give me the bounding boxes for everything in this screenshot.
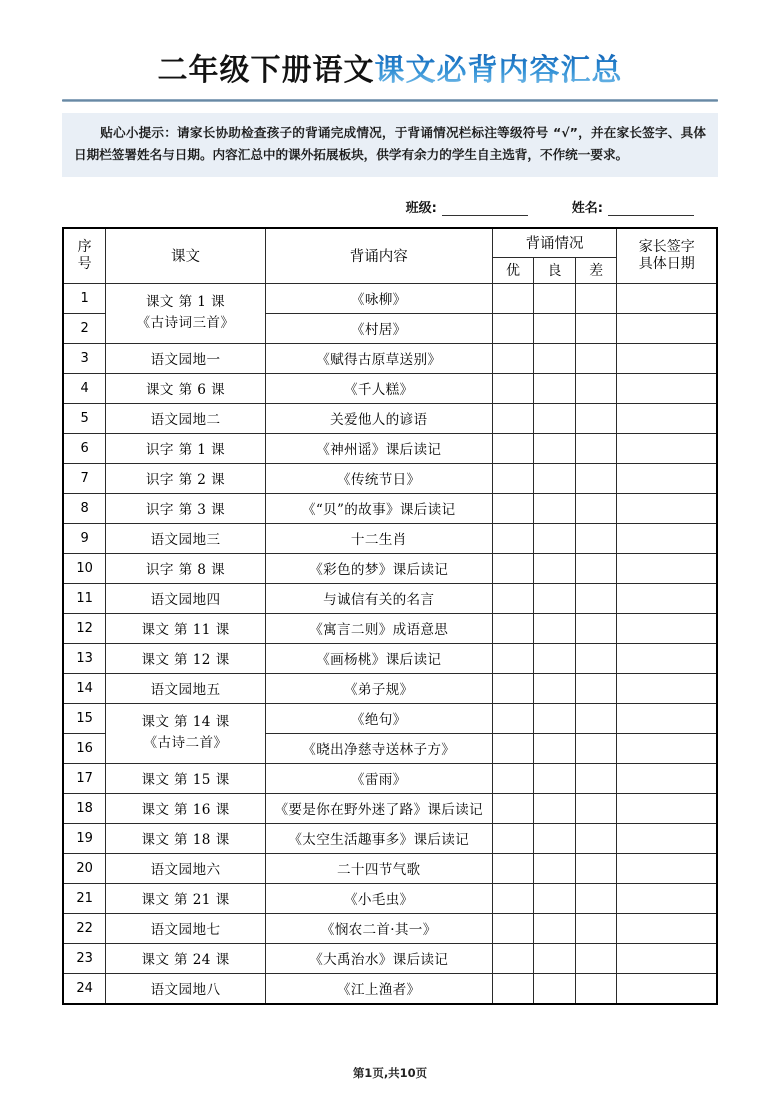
cell-status-poor[interactable]	[575, 463, 617, 493]
recitation-table-wrap	[62, 227, 718, 1005]
cell-signature[interactable]	[617, 973, 717, 1004]
cell-status-excellent[interactable]	[492, 913, 534, 943]
cell-status-poor[interactable]	[575, 853, 617, 883]
cell-status-poor[interactable]	[575, 703, 617, 733]
cell-signature[interactable]	[617, 433, 717, 463]
cell-content: 《画杨桃》课后读记	[265, 643, 492, 673]
cell-lesson: 课文 第 11 课	[106, 613, 266, 643]
table-row	[63, 763, 717, 793]
cell-content: 《神州谣》课后读记	[265, 433, 492, 463]
cell-lesson: 语文园地二	[106, 403, 266, 433]
header-lesson: 课文	[106, 228, 266, 284]
table-row	[63, 643, 717, 673]
cell-status-good[interactable]	[534, 523, 576, 553]
cell-lesson: 语文园地三	[106, 523, 266, 553]
cell-lesson: 语文园地七	[106, 913, 266, 943]
cell-status-excellent[interactable]	[492, 883, 534, 913]
cell-status-poor[interactable]	[575, 523, 617, 553]
cell-content: 关爱他人的谚语	[265, 403, 492, 433]
cell-lesson: 课文 第 24 课	[106, 943, 266, 973]
cell-status-excellent[interactable]	[492, 973, 534, 1004]
table-row	[63, 793, 717, 823]
table-row	[63, 943, 717, 973]
cell-content: 《“贝”的故事》课后读记	[265, 493, 492, 523]
cell-status-good[interactable]	[534, 883, 576, 913]
cell-signature[interactable]	[617, 553, 717, 583]
cell-signature[interactable]	[617, 733, 717, 763]
cell-index: 2	[63, 313, 106, 343]
cell-index: 15	[63, 703, 106, 733]
table-row	[63, 373, 717, 403]
cell-index: 4	[63, 373, 106, 403]
cell-index: 1	[63, 283, 106, 313]
cell-lesson: 课文 第 21 课	[106, 883, 266, 913]
cell-status-poor[interactable]	[575, 313, 617, 343]
class-field	[406, 197, 528, 216]
cell-status-excellent[interactable]	[492, 703, 534, 733]
cell-status-poor[interactable]	[575, 793, 617, 823]
cell-status-excellent[interactable]	[492, 373, 534, 403]
cell-signature[interactable]	[617, 613, 717, 643]
cell-content: 《要是你在野外迷了路》课后读记	[265, 793, 492, 823]
cell-status-excellent[interactable]	[492, 403, 534, 433]
cell-index: 23	[63, 943, 106, 973]
cell-status-good[interactable]	[534, 493, 576, 523]
cell-lesson-line1: 课文 第 14 课	[141, 714, 230, 731]
cell-lesson: 课文 第 16 课	[106, 793, 266, 823]
cell-status-excellent[interactable]	[492, 523, 534, 553]
cell-status-good[interactable]	[534, 733, 576, 763]
cell-index: 14	[63, 673, 106, 703]
cell-status-excellent[interactable]	[492, 313, 534, 343]
table-row	[63, 583, 717, 613]
cell-index: 5	[63, 403, 106, 433]
cell-status-excellent[interactable]	[492, 613, 534, 643]
cell-status-good[interactable]	[534, 313, 576, 343]
header-status-excellent: 优	[492, 257, 534, 283]
table-row	[63, 913, 717, 943]
title-topic-segment: 课文必背内容汇总	[374, 53, 623, 88]
header-signature-line2: 具体日期	[638, 255, 695, 272]
cell-content: 二十四节气歌	[265, 853, 492, 883]
table-row	[63, 433, 717, 463]
header-index-line1: 序	[77, 239, 92, 256]
table-header	[63, 228, 717, 284]
cell-lesson: 语文园地六	[106, 853, 266, 883]
cell-status-excellent[interactable]	[492, 463, 534, 493]
cell-status-good[interactable]	[534, 283, 576, 313]
cell-content: 《村居》	[265, 313, 492, 343]
cell-status-poor[interactable]	[575, 763, 617, 793]
cell-status-good[interactable]	[534, 583, 576, 613]
cell-index: 16	[63, 733, 106, 763]
cell-lesson-line2: 《古诗词三首》	[136, 315, 235, 332]
table-row	[63, 553, 717, 583]
cell-lesson: 课文 第 6 课	[106, 373, 266, 403]
cell-status-poor[interactable]	[575, 643, 617, 673]
cell-index: 17	[63, 763, 106, 793]
cell-content: 《小毛虫》	[265, 883, 492, 913]
header-content: 背诵内容	[265, 228, 492, 284]
cell-signature[interactable]	[617, 583, 717, 613]
name-input[interactable]	[608, 201, 694, 216]
cell-content: 十二生肖	[265, 523, 492, 553]
cell-status-excellent[interactable]	[492, 643, 534, 673]
cell-index: 18	[63, 793, 106, 823]
cell-content: 《绝句》	[265, 703, 492, 733]
cell-status-poor[interactable]	[575, 733, 617, 763]
table-row	[63, 523, 717, 553]
cell-lesson: 语文园地八	[106, 973, 266, 1004]
cell-status-good[interactable]	[534, 763, 576, 793]
cell-index: 8	[63, 493, 106, 523]
cell-status-poor[interactable]	[575, 943, 617, 973]
cell-index: 7	[63, 463, 106, 493]
table-row	[63, 703, 717, 733]
cell-status-good[interactable]	[534, 433, 576, 463]
cell-signature[interactable]	[617, 403, 717, 433]
cell-status-poor[interactable]	[575, 583, 617, 613]
cell-status-good[interactable]	[534, 703, 576, 733]
cell-status-excellent[interactable]	[492, 553, 534, 583]
cell-lesson: 课文 第 15 课	[106, 763, 266, 793]
cell-lesson-line2: 《古诗二首》	[143, 735, 228, 752]
cell-status-poor[interactable]	[575, 973, 617, 1004]
cell-index: 13	[63, 643, 106, 673]
cell-status-good[interactable]	[534, 943, 576, 973]
cell-status-excellent[interactable]	[492, 583, 534, 613]
cell-status-good[interactable]	[534, 613, 576, 643]
cell-lesson: 识字 第 2 课	[106, 463, 266, 493]
cell-status-poor[interactable]	[575, 613, 617, 643]
cell-content: 与诚信有关的名言	[265, 583, 492, 613]
cell-content: 《江上渔者》	[265, 973, 492, 1004]
title-grade-segment: 二年级下册语文	[157, 53, 375, 88]
cell-signature[interactable]	[617, 673, 717, 703]
cell-signature[interactable]	[617, 313, 717, 343]
cell-signature[interactable]	[617, 373, 717, 403]
page-number: 第1页,共10页	[352, 1066, 428, 1080]
cell-content: 《彩色的梦》课后读记	[265, 553, 492, 583]
notice-text: 贴心小提示：请家长协助检查孩子的背诵完成情况，于背诵情况栏标注等级符号 “√”，并在家长签字、具体日期栏签署姓名与日期。内容汇总中的课外拓展板块，供学有余力的学生自主选背，不作统一要求。	[74, 125, 706, 163]
cell-status-excellent[interactable]	[492, 823, 534, 853]
header-index	[63, 228, 106, 284]
cell-status-poor[interactable]	[575, 433, 617, 463]
title-divider	[62, 99, 718, 102]
cell-lesson: 语文园地四	[106, 583, 266, 613]
cell-index: 21	[63, 883, 106, 913]
cell-status-good[interactable]	[534, 463, 576, 493]
cell-status-poor[interactable]	[575, 883, 617, 913]
cell-status-good[interactable]	[534, 793, 576, 823]
cell-status-excellent[interactable]	[492, 763, 534, 793]
cell-status-good[interactable]	[534, 403, 576, 433]
table-row	[63, 493, 717, 523]
recitation-table	[62, 227, 718, 1005]
header-signature-line1: 家长签字	[638, 239, 695, 256]
cell-status-poor[interactable]	[575, 283, 617, 313]
table-row	[63, 463, 717, 493]
cell-lesson	[106, 283, 266, 343]
cell-content: 《大禹治水》课后读记	[265, 943, 492, 973]
cell-status-good[interactable]	[534, 343, 576, 373]
cell-status-poor[interactable]	[575, 373, 617, 403]
cell-lesson-line1: 课文 第 1 课	[145, 294, 226, 311]
cell-status-poor[interactable]	[575, 673, 617, 703]
header-status-group: 背诵情况	[492, 228, 617, 258]
table-row	[63, 883, 717, 913]
table-row	[63, 853, 717, 883]
table-row	[63, 343, 717, 373]
cell-status-excellent[interactable]	[492, 673, 534, 703]
cell-signature[interactable]	[617, 823, 717, 853]
cell-content: 《晓出净慈寺送林子方》	[265, 733, 492, 763]
cell-lesson	[106, 703, 266, 763]
notice-box	[62, 113, 718, 177]
table-row	[63, 613, 717, 643]
cell-content: 《千人糕》	[265, 373, 492, 403]
cell-signature[interactable]	[617, 493, 717, 523]
cell-signature[interactable]	[617, 883, 717, 913]
cell-signature[interactable]	[617, 913, 717, 943]
cell-signature[interactable]	[617, 463, 717, 493]
table-row	[63, 283, 717, 313]
cell-signature[interactable]	[617, 703, 717, 733]
cell-status-poor[interactable]	[575, 343, 617, 373]
class-label: 班级:	[405, 200, 437, 216]
cell-signature[interactable]	[617, 523, 717, 553]
cell-status-poor[interactable]	[575, 913, 617, 943]
page-title	[157, 53, 623, 88]
cell-lesson: 识字 第 8 课	[106, 553, 266, 583]
cell-index: 6	[63, 433, 106, 463]
cell-content: 《雷雨》	[265, 763, 492, 793]
cell-signature[interactable]	[617, 283, 717, 313]
table-row	[63, 403, 717, 433]
cell-status-excellent[interactable]	[492, 343, 534, 373]
cell-content: 《咏柳》	[265, 283, 492, 313]
cell-signature[interactable]	[617, 343, 717, 373]
cell-index: 11	[63, 583, 106, 613]
cell-status-good[interactable]	[534, 913, 576, 943]
cell-content: 《寓言二则》成语意思	[265, 613, 492, 643]
cell-status-excellent[interactable]	[492, 283, 534, 313]
cell-index: 3	[63, 343, 106, 373]
cell-status-good[interactable]	[534, 823, 576, 853]
cell-content: 《传统节日》	[265, 463, 492, 493]
cell-status-poor[interactable]	[575, 823, 617, 853]
cell-content: 《太空生活趣事多》课后读记	[265, 823, 492, 853]
cell-lesson: 语文园地一	[106, 343, 266, 373]
cell-content: 《悯农二首·其一》	[265, 913, 492, 943]
page-footer	[0, 1065, 780, 1081]
table-row	[63, 973, 717, 1004]
cell-index: 22	[63, 913, 106, 943]
title-block	[62, 0, 718, 102]
cell-index: 10	[63, 553, 106, 583]
cell-status-excellent[interactable]	[492, 943, 534, 973]
cell-signature[interactable]	[617, 853, 717, 883]
cell-lesson: 课文 第 18 课	[106, 823, 266, 853]
name-field	[572, 197, 694, 216]
cell-lesson: 课文 第 12 课	[106, 643, 266, 673]
table-row	[63, 673, 717, 703]
table-body	[63, 283, 717, 1004]
cell-signature[interactable]	[617, 763, 717, 793]
cell-lesson: 语文园地五	[106, 673, 266, 703]
cell-signature[interactable]	[617, 643, 717, 673]
cell-content: 《赋得古原草送别》	[265, 343, 492, 373]
cell-status-excellent[interactable]	[492, 433, 534, 463]
cell-lesson: 识字 第 3 课	[106, 493, 266, 523]
cell-status-excellent[interactable]	[492, 493, 534, 523]
cell-signature[interactable]	[617, 943, 717, 973]
cell-status-poor[interactable]	[575, 553, 617, 583]
student-identity-line	[62, 190, 718, 216]
cell-index: 20	[63, 853, 106, 883]
cell-status-good[interactable]	[534, 643, 576, 673]
header-status-good: 良	[534, 257, 576, 283]
cell-status-excellent[interactable]	[492, 793, 534, 823]
cell-content: 《弟子规》	[265, 673, 492, 703]
cell-status-excellent[interactable]	[492, 733, 534, 763]
header-signature	[617, 228, 717, 284]
cell-index: 9	[63, 523, 106, 553]
cell-index: 24	[63, 973, 106, 1004]
cell-index: 19	[63, 823, 106, 853]
cell-status-good[interactable]	[534, 373, 576, 403]
cell-status-excellent[interactable]	[492, 853, 534, 883]
cell-status-good[interactable]	[534, 853, 576, 883]
cell-status-good[interactable]	[534, 553, 576, 583]
name-label: 姓名:	[571, 200, 603, 216]
cell-index: 12	[63, 613, 106, 643]
header-status-poor: 差	[575, 257, 617, 283]
table-row	[63, 823, 717, 853]
table-header-row-1	[63, 228, 717, 258]
class-input[interactable]	[442, 201, 528, 216]
cell-status-poor[interactable]	[575, 403, 617, 433]
cell-status-good[interactable]	[534, 973, 576, 1004]
cell-status-good[interactable]	[534, 673, 576, 703]
cell-lesson: 识字 第 1 课	[106, 433, 266, 463]
header-index-line2: 号	[77, 255, 92, 272]
cell-status-poor[interactable]	[575, 493, 617, 523]
cell-signature[interactable]	[617, 793, 717, 823]
